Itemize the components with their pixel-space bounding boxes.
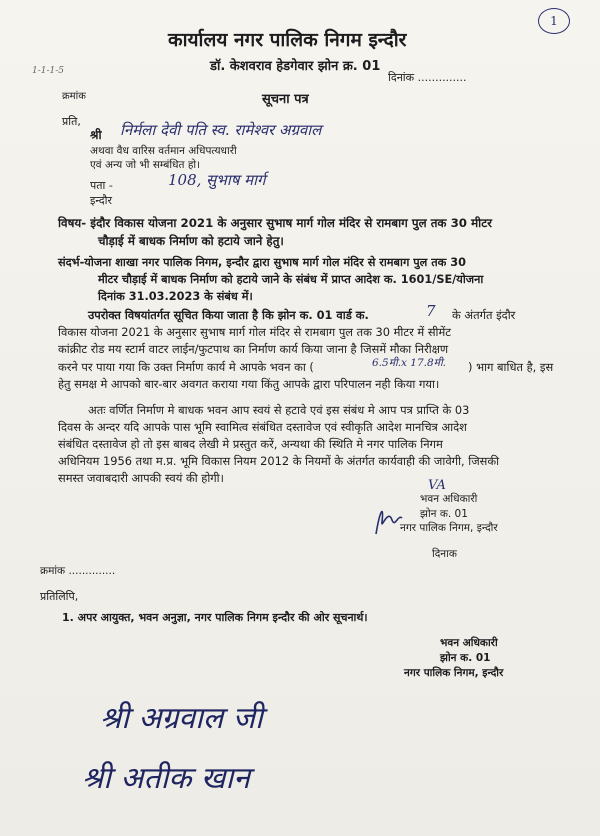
subject-line1: विषय- इंदौर विकास योजना 2021 के अनुसार सुभाष मार्ग गोल मंदिर से रामबाग पुल तक 30 मीटर — [58, 216, 492, 230]
date-label: दिनांक .............. — [388, 71, 467, 84]
para2-line4: अधिनियम 1956 तथा म.प्र. भूमि विकास नियम 2012 के नियमों के अंतर्गत कार्यवाही की जावेगी, जिसकी — [58, 454, 500, 468]
kramank-label: क्रमांक — [62, 91, 86, 102]
para1-line3: कांक्रीट रोड मय स्टार्म वाटर लाईन/फुटपाथ का निर्माण कार्य किया जाना है जिसमें मौका निरीक्षण — [58, 342, 449, 356]
para2-line1: अतः वर्णित निर्माण मे बाधक भवन आप स्वयं से हटावे एवं इस संबंध मे आप पत्र प्राप्ति के 03 — [88, 403, 470, 417]
handwritten-line-1: श्री अग्रवाल जी — [100, 701, 263, 736]
notice-title: सूचना पत्र — [262, 92, 309, 107]
para2-line2: दिवस के अन्दर यदि आपके पास भूमि स्वामित्व संबंधित दस्तावेज एवं स्वीकृति आदेश मानचित्र आदेश — [58, 420, 467, 434]
subject-line2: चौड़ाई में बाधक निर्माण को हटाये जाने हेतु। — [98, 234, 284, 248]
pata-label: पता - — [90, 179, 113, 192]
office-title: कार्यालय नगर पालिक निगम इन्दौर — [168, 29, 407, 51]
shri-label: श्री — [90, 128, 102, 142]
sig1-org: नगर पालिक निगम, इन्दौर — [400, 522, 498, 534]
reference-line1: संदर्भ-योजना शाखा नगर पालिक निगम, इन्दौर द्वारा सुभाष मार्ग गोल मंदिर से रामबाग पुल तक 30 — [58, 256, 467, 269]
city-label: इन्दौर — [90, 194, 112, 207]
recipient-line2: एवं अन्य जो भी सम्बंधित हो। — [90, 159, 201, 171]
para1-line4b: ) भाग बाधित है, इस — [468, 360, 554, 374]
para1-line2: विकास योजना 2021 के अनुसार सुभाष मार्ग गोल मंदिर से रामबाग पुल तक 30 मीटर में सीमेंट — [58, 325, 452, 339]
zone-line: डॉ. केशवराव हेडगेवार झोन क्र. 01 — [210, 59, 381, 74]
sig1-title: भवन अधिकारी — [420, 493, 478, 505]
para1-line5: हेतु समक्ष मे आपको बार-बार अवगत कराया गया किंतु आपके द्वारा परिपालन नही किया गया। — [58, 377, 440, 391]
recipient-address: 108, सुभाष मार्ग — [168, 171, 266, 189]
officer-initials: VA — [428, 478, 446, 493]
sig1-zone: झोन क. 01 — [420, 508, 468, 520]
sig2-zone: झोन क. 01 — [440, 652, 491, 664]
para2-line5: समस्त जवाबदारी आपकी स्वयं की होगी। — [58, 471, 224, 485]
sig2-org: नगर पालिक निगम, इन्दौर — [404, 667, 504, 679]
reference-line3: दिनांक 31.03.2023 के संबंध में। — [98, 290, 253, 303]
handwritten-line-2: श्री अतीक खान — [82, 761, 250, 796]
sig1-date: दिनाक — [432, 548, 457, 560]
pratilipi-item-1: 1. अपर आयुक्त, भवन अनुज्ञा, नगर पालिक निगम इन्दौर की ओर सूचनार्थ। — [62, 611, 368, 624]
page-number-mark: 1 — [538, 8, 570, 34]
para2-line3: संबंधित दस्तावेज हो तो इस बाबद लेखी मे प्रस्तुत करें, अन्यथा की स्थिति मे नगर पालिक निगम — [58, 437, 443, 451]
corner-note: 1-1-1-5 — [32, 66, 65, 76]
reference-line2: मीटर चौड़ाई में बाधक निर्माण को हटाये जाने के संबंध में प्राप्त आदेश क. 1601/SE/योजना — [98, 273, 484, 286]
para1-line1b: के अंतर्गत इंदौर — [452, 308, 516, 322]
ward-number: 7 — [426, 302, 436, 320]
prati-label: प्रति, — [62, 115, 81, 128]
pratilipi-label: प्रतिलिपि, — [40, 590, 79, 603]
recipient-line1: अथवा वैध वारिस वर्तमान अधिपत्यधारी — [90, 145, 237, 157]
para1-line4a: करने पर पाया गया कि उक्त निर्माण कार्य मे आपके भवन का ( — [58, 360, 314, 374]
obstruction-size: 6.5मी.x 17.8मी. — [372, 357, 447, 369]
sig2-title: भवन अधिकारी — [440, 637, 498, 649]
kramank2-label: क्रमांक .............. — [40, 565, 116, 577]
para1-line1a: उपरोक्त विषयांतर्गत सूचित किया जाता है कि झोन क. 01 वार्ड क. — [88, 308, 369, 322]
recipient-name: निर्मला देवी पति स्व. रामेश्वर अग्रवाल — [120, 121, 322, 139]
